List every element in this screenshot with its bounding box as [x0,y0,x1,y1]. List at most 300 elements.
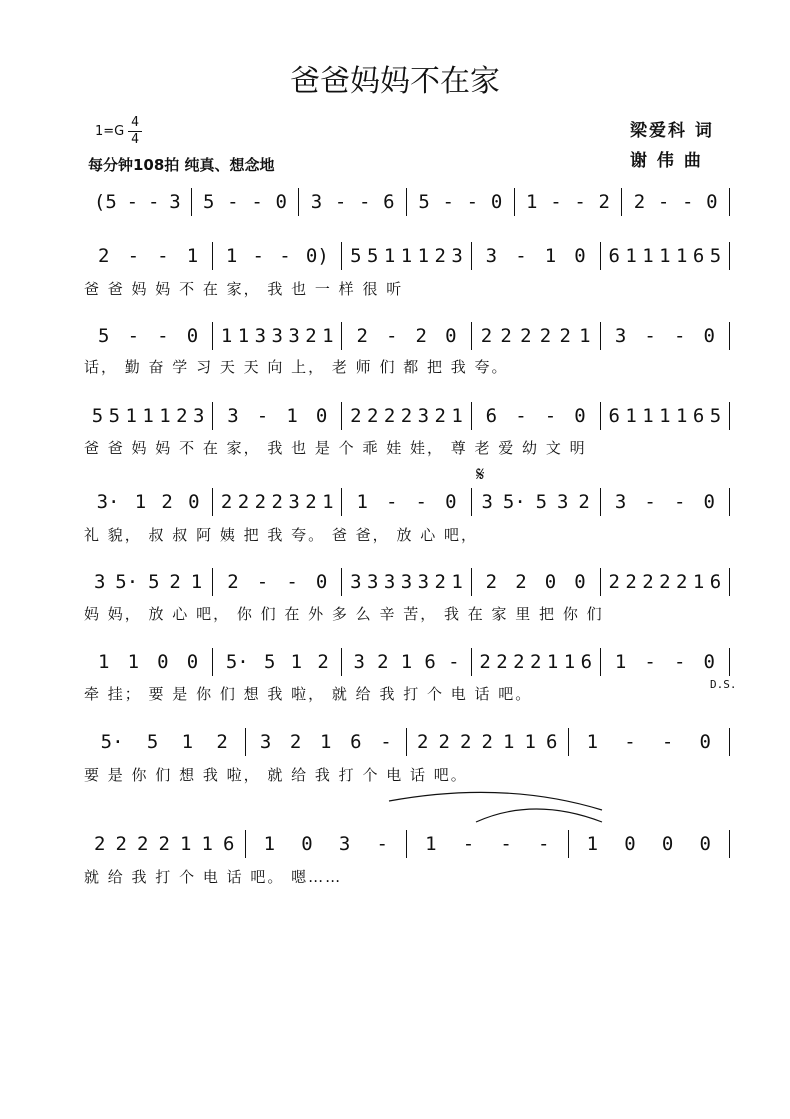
note: 5 [366,245,379,267]
measure [472,570,600,594]
note: 5 [535,491,548,513]
note: 2 [676,571,688,593]
note: 2 [434,245,446,267]
note: 1 [546,651,559,673]
note: 5 [98,325,110,347]
note: 5 [91,405,104,427]
note: - [126,191,139,213]
note: 2 [400,405,413,427]
note: 1 [263,833,276,855]
note: 6 [546,731,558,753]
measure [407,190,514,214]
measure [472,650,600,674]
note: 2 [220,491,233,513]
note: 2 [161,491,173,513]
barline-end [729,568,730,596]
note: 2 [438,731,450,753]
note: 5 [146,731,159,753]
note: 0 [315,571,328,593]
note: 1 [642,405,654,427]
note: - [682,191,694,213]
note: 2 [254,491,267,513]
note: 2 [479,651,491,673]
note: 1 [383,245,396,267]
note: 1 [544,245,557,267]
measure [601,490,729,514]
measure [342,570,470,594]
measure [213,650,341,674]
note: 2 [529,651,542,673]
note: 6 [692,245,705,267]
note: 3· [96,491,120,513]
notation-row-2 [84,244,730,268]
note: 2 [237,491,250,513]
note: 0 [490,191,503,213]
measure [407,832,568,856]
note: 2 [642,571,654,593]
measure [213,404,341,428]
note: 1 [181,731,194,753]
note: 2 [366,405,379,427]
note: 2 [305,325,317,347]
note: - [256,405,269,427]
note: 1 [625,405,637,427]
note: - [673,325,686,347]
note: - [673,651,686,673]
note: 3 [417,571,430,593]
note: 3 [417,405,430,427]
measure [569,730,730,754]
note: 5 [418,191,430,213]
barline-end [729,488,730,516]
meter-top: 4 [131,115,139,130]
note: - [157,325,169,347]
note: 1 [425,833,437,855]
measure [407,730,568,754]
measure [213,244,341,268]
note: - [227,191,239,213]
note: 0 [186,651,199,673]
note: 2 [356,325,368,347]
note: 1 [642,245,654,267]
barline-end [729,728,730,756]
note: 6 [692,405,705,427]
note: 1 [676,245,688,267]
note: 3 [227,405,239,427]
note: 0 [544,571,557,593]
measure [601,570,729,594]
note: 0 [624,833,636,855]
note: 1 [98,651,110,673]
note: 1 [186,245,199,267]
note: - [386,325,398,347]
note: 1 [180,833,192,855]
note: 2 [317,651,329,673]
note: - [644,491,656,513]
measure [342,490,470,514]
measure [213,570,341,594]
note: 1 [322,491,334,513]
slurs-overlay [84,0,730,1119]
note: - [256,571,269,593]
note: 1 [417,245,430,267]
measure [515,190,622,214]
note: 5 [148,571,160,593]
note: 1 [134,491,147,513]
note: - [380,731,392,753]
note: 1 [614,651,627,673]
composer-credit: 谢 伟 曲 [630,151,703,171]
notation-row-8 [84,730,730,754]
note: 2 [625,571,637,593]
note: 3 [338,833,351,855]
barline-end [729,322,730,350]
note: - [157,245,169,267]
note: 0 [315,405,328,427]
lyrics-row-3: 话， 勤 奋 学 习 天 天 向 上， 老 师 们 都 把 我 夸。 [84,358,509,376]
note: 2 [176,405,188,427]
note: 3 [288,325,300,347]
note: 6 [424,651,436,673]
measure [84,324,212,348]
note: - [448,651,460,673]
notation-row-5 [84,490,730,514]
note: 2 [169,571,181,593]
note: 3 [353,651,365,673]
note: - [515,405,527,427]
note: - [537,833,550,855]
measure [472,490,600,514]
note: 6 [223,833,235,855]
measure [601,650,729,674]
lyrics-row-8: 要 是 你 们 想 我 啦， 就 给 我 打 个 电 话 吧。 [84,766,468,784]
note: 6 [485,405,498,427]
note: 6 [608,405,620,427]
note: 6 [580,651,593,673]
note: 1 [579,325,591,347]
note: - [550,191,562,213]
note: 3 [192,405,205,427]
note: 5 [709,245,722,267]
note: 0 [301,833,313,855]
note: 1 [320,731,332,753]
note: 0 [445,491,457,513]
note: 0 [445,325,457,347]
note: 2 [305,491,317,513]
note: 1 [356,491,368,513]
note: - [334,191,347,213]
note: 2 [481,731,493,753]
note: 2 [415,325,427,347]
barline-end [729,648,730,676]
note: 0 [706,191,718,213]
note: 3 [310,191,323,213]
note: 2 [383,405,396,427]
note: 1 [659,245,671,267]
note: 1 [225,245,238,267]
note: 0 [574,405,586,427]
note: 1 [586,731,599,753]
notation-row-9 [84,832,730,856]
note: 0 [703,325,715,347]
note: - [515,245,527,267]
measure [342,404,470,428]
note: 1 [286,405,298,427]
note: - [661,731,674,753]
note: - [279,245,291,267]
note: - [376,833,388,855]
note: 1 [625,245,637,267]
note: - [644,325,656,347]
measure [84,190,191,214]
note: 0 [186,325,199,347]
note: 2 [98,245,110,267]
notation-row-6 [84,570,730,594]
note: 2 [598,191,610,213]
note: - [624,731,636,753]
note: 6 [350,731,362,753]
note: 0 [703,651,715,673]
note: - [442,191,454,213]
note: 1 [237,325,250,347]
tie-arc-1 [389,792,602,810]
measure [569,832,730,856]
note: 2 [94,833,106,855]
note: - [462,833,475,855]
note: 2 [460,731,472,753]
note: 2 [485,571,498,593]
note: (5 [93,191,117,213]
note: 0 [574,245,586,267]
note: 0 [275,191,287,213]
note: - [252,245,264,267]
measure [472,244,600,268]
note: 2 [377,651,389,673]
note: - [574,191,586,213]
barline-end [729,242,730,270]
note: 3 [366,571,379,593]
note: 1 [142,405,154,427]
note: 1 [190,571,203,593]
note: 2 [500,325,512,347]
note: - [127,325,140,347]
note: 2 [578,491,590,513]
note: 1 [676,405,688,427]
note: - [286,571,298,593]
note: 2 [216,731,228,753]
note: 2 [289,731,302,753]
measure [84,244,212,268]
note: 5 [203,191,215,213]
measure [213,490,341,514]
measure [84,832,245,856]
note: 1 [692,571,705,593]
note: 2 [434,571,446,593]
note: - [466,191,479,213]
note: 1 [322,325,334,347]
note: 0 [574,571,586,593]
score [84,0,737,1119]
barline-end [729,188,730,216]
segno-icon: 𝄋 [476,462,485,486]
note: - [251,191,263,213]
note: 2 [350,405,362,427]
note: - [657,191,670,213]
note: 0) [305,245,329,267]
note: 5 [350,245,362,267]
note: 6 [608,245,620,267]
note: 2 [137,833,149,855]
lyrics-row-4: 爸 爸 妈 妈 不 在 家， 我 也 是 个 乖 娃 娃， 尊 老 爱 幼 文 明 [84,439,587,457]
note: 2 [115,833,127,855]
note: 1 [586,833,599,855]
note: 2 [417,731,429,753]
barline-end [729,402,730,430]
measure [601,404,729,428]
note: - [673,491,686,513]
lyricist-credit: 梁爱科 词 [630,121,714,141]
note: - [359,191,371,213]
measure [84,490,212,514]
note: 1 [201,833,213,855]
note: 2 [227,571,239,593]
tie-arc-2 [476,809,602,822]
measure [84,404,212,428]
note: 3 [169,191,181,213]
note: 0 [699,731,711,753]
note: 3 [451,245,463,267]
note: 5· [100,731,124,753]
notation-row-4 [84,404,730,428]
note: 3 [400,571,413,593]
note: 3 [93,571,106,593]
note: 3 [271,325,283,347]
notation-row-3 [84,324,730,348]
note: 3 [350,571,362,593]
note: 5· [502,491,526,513]
measure [342,324,470,348]
note: 1 [524,731,536,753]
measure [246,832,407,856]
note: 2 [520,325,532,347]
measure [84,730,245,754]
note: 2 [559,325,571,347]
measure [601,324,729,348]
note: 2 [515,571,527,593]
note: 2 [633,191,646,213]
note: - [644,651,656,673]
note: 1 [400,245,413,267]
lyrics-row-6: 妈 妈， 放 心 吧， 你 们 在 外 多 么 辛 苦， 我 在 家 里 把 你 们 [84,605,604,623]
lyrics-row-9: 就 给 我 打 个 电 话 吧。 嗯…… [84,868,343,886]
note: 3 [288,491,300,513]
note: 1 [563,651,576,673]
note: 3 [485,245,498,267]
note: - [500,833,512,855]
note: 1 [127,651,140,673]
note: 3 [557,491,569,513]
ds-marking: D.S. [710,678,737,691]
measure [192,190,299,214]
note: 5· [225,651,249,673]
note: 2 [480,325,493,347]
measure [84,650,212,674]
note: 1 [125,405,137,427]
note: 1 [220,325,233,347]
notation-row-1 [84,190,730,214]
barline-end [729,830,730,858]
meter-bottom: 4 [131,132,139,147]
note: 2 [659,571,671,593]
note: 2 [158,833,170,855]
song-title: 爸爸妈妈不在家 [290,64,500,99]
measure [472,404,600,428]
measure [622,190,729,214]
note: 1 [526,191,538,213]
note: 3 [254,325,267,347]
note: 0 [703,491,715,513]
measure [342,244,470,268]
note: 2 [496,651,508,673]
measure [213,324,341,348]
note: 2 [539,325,552,347]
note: 3 [383,571,396,593]
note: 5 [709,405,722,427]
note: 6 [709,571,722,593]
note: 1 [400,651,413,673]
note: 1 [503,731,515,753]
note: 1 [659,405,671,427]
measure [246,730,407,754]
note: 2 [434,405,446,427]
lyrics-row-7: 牵 挂； 要 是 你 们 想 我 啦， 就 给 我 打 个 电 话 吧。 [84,685,533,703]
lyrics-row-5: 礼 貌， 叔 叔 阿 姨 把 我 夸。 爸 爸， 放 心 吧， [84,526,478,544]
measure [84,570,212,594]
note: 3 [614,491,627,513]
measure [299,190,406,214]
note: 1 [290,651,303,673]
tempo-marking: 每分钟108拍 纯真、想念地 [88,156,275,174]
note: 0 [699,833,711,855]
note: - [127,245,140,267]
note: 1 [451,405,463,427]
note: 5 [108,405,121,427]
note: 1 [159,405,171,427]
note: 0 [188,491,200,513]
note: 2 [271,491,283,513]
lyrics-row-2: 爸 爸 妈 妈 不 在 家， 我 也 一 样 很 听 [84,280,404,298]
note: 1 [451,571,463,593]
measure [342,650,470,674]
note: 5· [115,571,139,593]
note: 0 [157,651,169,673]
note: - [415,491,427,513]
notation-row-7 [84,650,730,674]
key-signature: 1=G [95,124,125,139]
note: - [147,191,160,213]
measure [601,244,729,268]
note: 3 [259,731,272,753]
note: 2 [608,571,620,593]
note: - [544,405,557,427]
measure [472,324,600,348]
note: 5 [263,651,276,673]
note: 3 [481,491,493,513]
note: 6 [383,191,395,213]
note: - [386,491,398,513]
note: 3 [614,325,627,347]
note: 0 [661,833,674,855]
